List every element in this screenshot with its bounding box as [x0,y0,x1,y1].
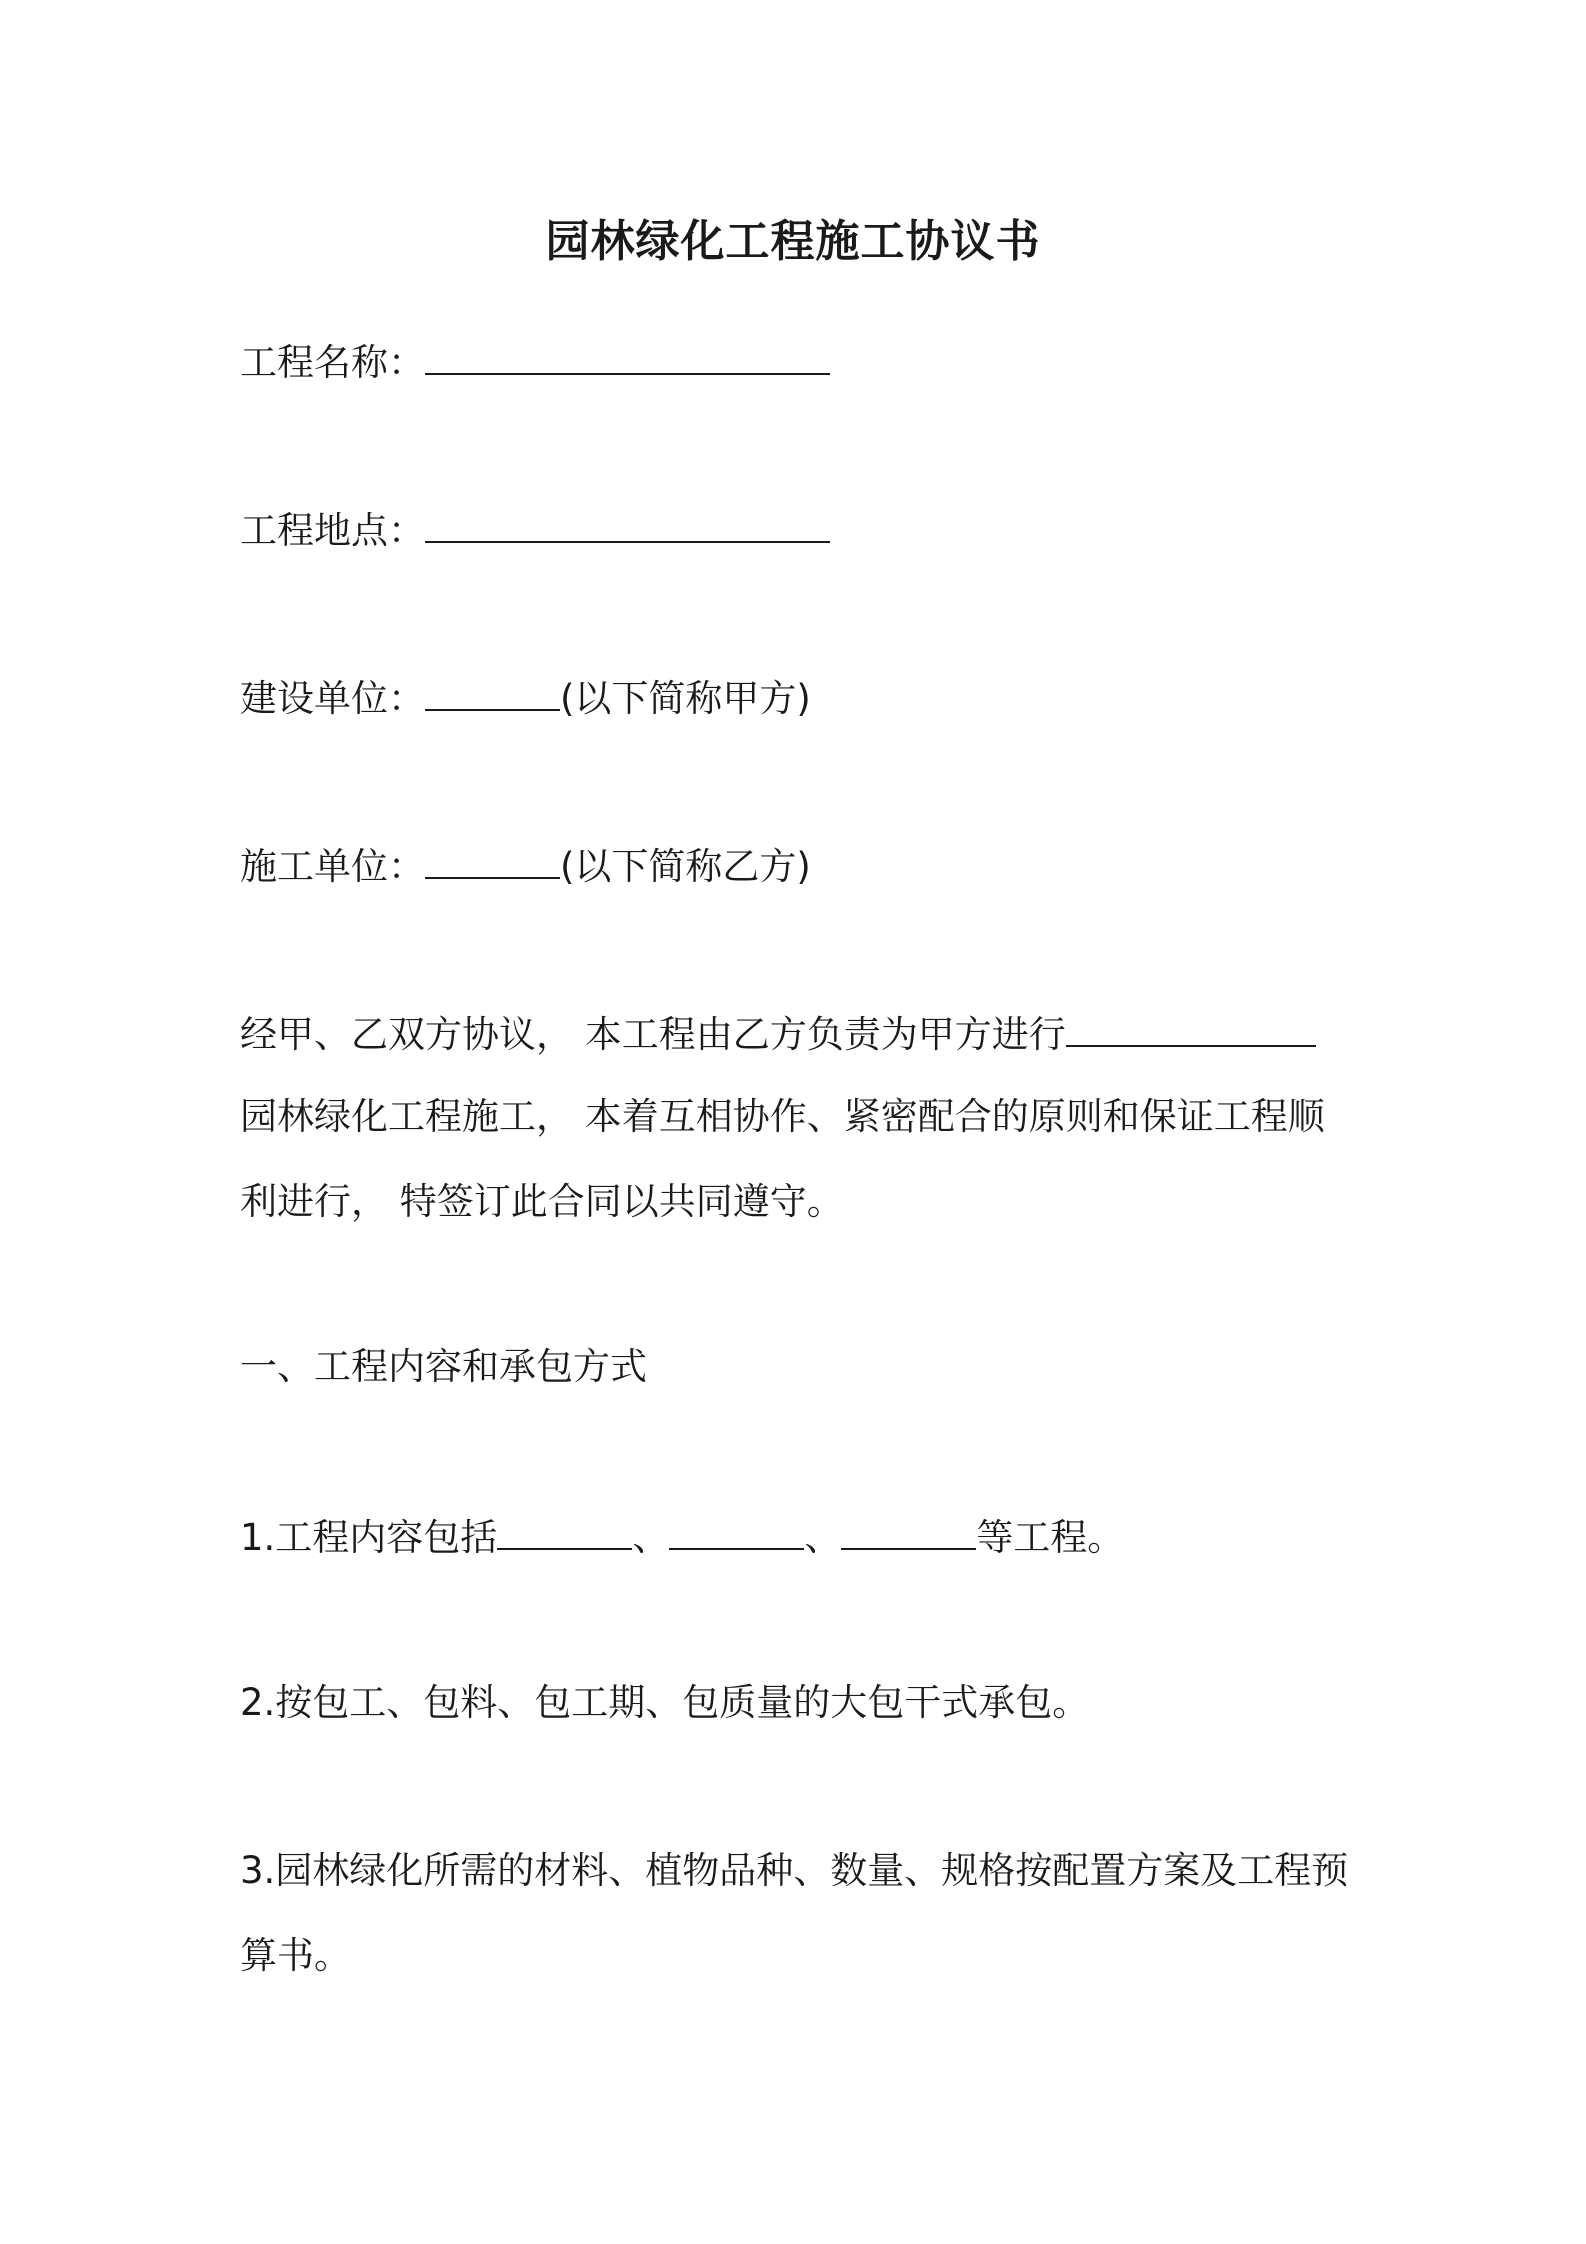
project-location-label: 工程地点： [240,509,425,552]
section-1-item-1 [240,1510,1124,1563]
section-1-item-3-line-1: 3.园林绿化所需的材料、植物品种、数量、规格按配置方案及工程预 [240,1849,1349,1892]
item-1-suffix: 等工程。 [976,1516,1125,1559]
contractor-row [240,839,811,892]
intro-line-1 [240,1007,1316,1060]
owner-row [240,671,811,724]
project-name-blank [425,335,830,375]
project-name-row [240,335,830,388]
section-1-heading: 一、工程内容和承包方式 [240,1345,647,1388]
item-1-separator-1: 、 [632,1516,670,1559]
contractor-note: (以下简称乙方) [560,845,811,888]
intro-project-blank [1066,1007,1316,1047]
owner-label: 建设单位： [240,677,425,720]
item-1-blank-1 [497,1510,632,1550]
item-1-separator-2: 、 [804,1516,842,1559]
intro-line-1-text: 经甲、乙双方协议， 本工程由乙方负责为甲方进行 [240,1013,1066,1056]
intro-line-2: 园林绿化工程施工， 本着互相协作、紧密配合的原则和保证工程顺 [240,1095,1325,1138]
contractor-blank [425,839,560,879]
project-location-row [240,503,830,556]
section-1-item-3-line-2: 算书。 [240,1934,351,1977]
owner-note: (以下简称甲方) [560,677,811,720]
item-1-blank-2 [669,1510,804,1550]
section-1-item-2: 2.按包工、包料、包工期、包质量的大包干式承包。 [240,1681,1090,1724]
item-1-prefix: 1.工程内容包括 [240,1516,498,1559]
project-location-blank [425,503,830,543]
item-1-blank-3 [841,1510,976,1550]
project-name-label: 工程名称： [240,341,425,384]
intro-line-3: 利进行， 特签订此合同以共同遵守。 [240,1180,844,1223]
document-title: 园林绿化工程施工协议书 [545,216,1041,267]
contractor-label: 施工单位： [240,845,425,888]
owner-blank [425,671,560,711]
